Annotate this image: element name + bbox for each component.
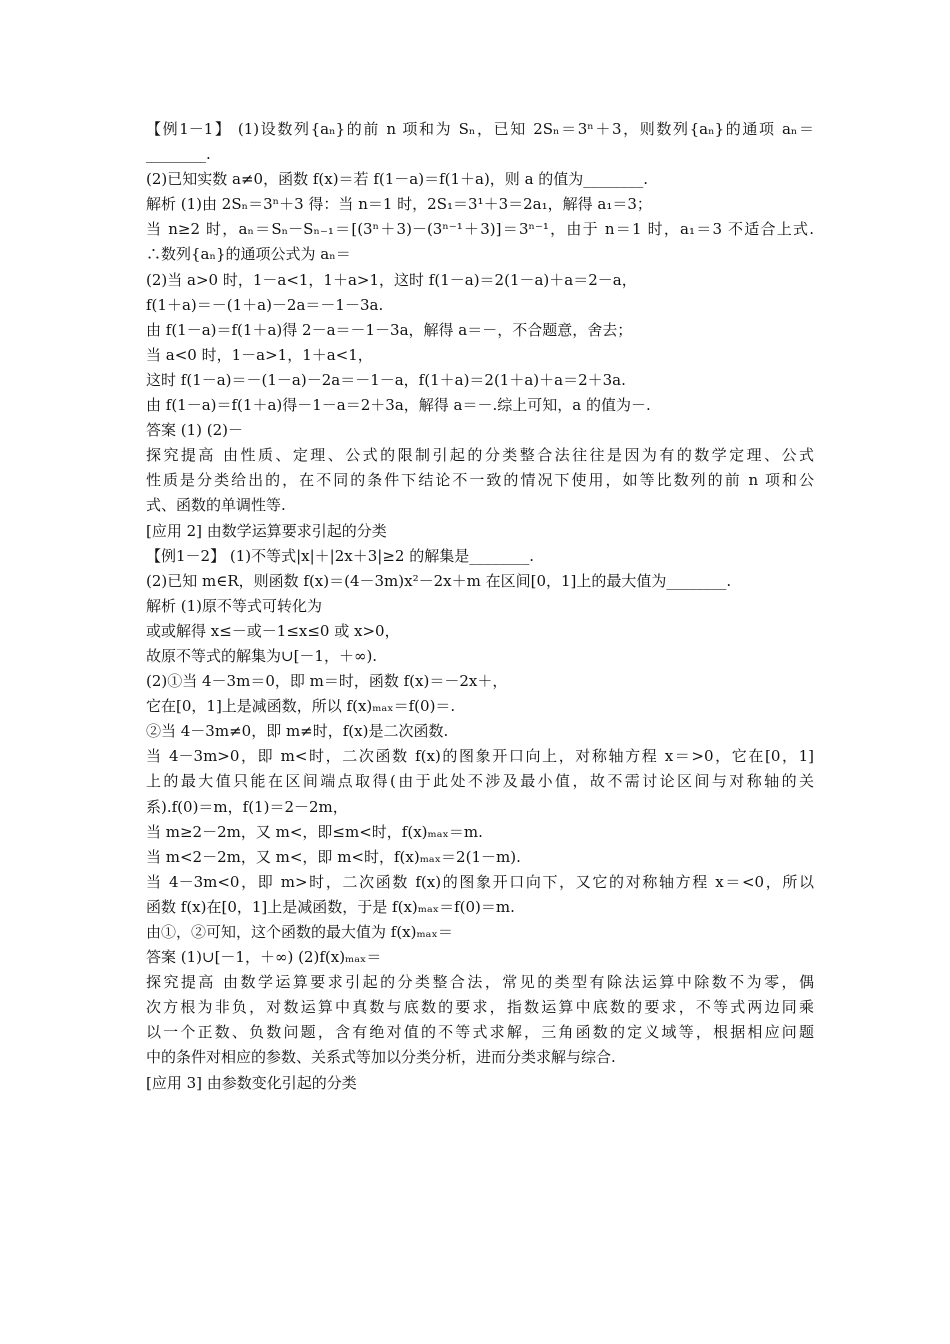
solution2-line-5: 它在[0，1]上是减函数，所以 f(x)ₘₐₓ＝f(0)＝. (146, 697, 456, 716)
example-1-2-part-2: (2)已知 m∈R，则函数 f(x)＝(4－3m)x²－2x＋m 在区间[0，1]上的最大值为________. (146, 571, 732, 590)
solution2-line-6: ②当 4－3m≠0，即 m≠时，f(x)是二次函数. (146, 722, 449, 741)
insight2-line-2: 次方根为非负，对数运算中真数与底数的要求，指数运算中底数的要求，不等式两边同乘 (146, 998, 814, 1017)
example-1-1-part-2: (2)已知实数 a≠0，函数 f(x)＝若 f(1－a)＝f(1＋a)，则 a 的值为________. (146, 170, 649, 189)
section-heading-application-3: [应用 3] 由参数变化引起的分类 (146, 1073, 357, 1092)
example-1-1-line-2: ________. (146, 145, 211, 164)
example-1-2-part-1: 【例1－2】 (1)不等式|x|＋|2x＋3|≥2 的解集是________. (146, 546, 534, 565)
solution2-line-1: 解析 (1)原不等式可转化为 (146, 596, 323, 615)
answer-line-2: 答案 (1)∪[－1，＋∞) (2)f(x)ₘₐₓ＝ (146, 948, 382, 967)
solution2-line-12: 当 4－3m<0，即 m>时，二次函数 f(x)的图象开口向下，又它的对称轴方程 x＝<0，所以 (146, 872, 814, 891)
solution-line-6: 由 f(1－a)＝f(1＋a)得 2－a＝－1－3a，解得 a＝－，不合题意，舍去； (146, 320, 633, 339)
insight2-line-4: 中的条件对相应的参数、关系式等加以分类分析，进而分类求解与综合. (146, 1048, 616, 1067)
solution2-line-11: 当 m<2－2m，又 m<，即 m<时，f(x)ₘₐₓ＝2(1－m). (146, 847, 521, 866)
insight-line-2: 性质是分类给出的，在不同的条件下结论不一致的情况下使用，如等比数列的前 n 项和公 (146, 471, 814, 490)
answer-line-1: 答案 (1) (2)－ (146, 421, 244, 440)
solution2-line-4: (2)①当 4－3m＝0，即 m＝时，函数 f(x)＝－2x＋， (146, 672, 508, 691)
solution-line-7: 当 a<0 时，1－a>1，1＋a<1， (146, 345, 373, 364)
solution2-line-10: 当 m≥2－2m，又 m<，即≤m<时，f(x)ₘₐₓ＝m. (146, 822, 483, 841)
solution2-line-13: 函数 f(x)在[0，1]上是减函数，于是 f(x)ₘₐₓ＝f(0)＝m. (146, 897, 515, 916)
insight2-line-1: 探究提高 由数学运算要求引起的分类整合法，常见的类型有除法运算中除数不为零，偶 (146, 973, 814, 992)
insight-line-1: 探究提高 由性质、定理、公式的限制引起的分类整合法往往是因为有的数学定理、公式 (146, 446, 814, 465)
solution2-line-3: 故原不等式的解集为∪[－1，＋∞). (146, 646, 378, 665)
solution2-line-14: 由①，②可知，这个函数的最大值为 f(x)ₘₐₓ＝ (146, 923, 453, 941)
section-heading-application-2: [应用 2] 由数学运算要求引起的分类 (146, 521, 387, 540)
solution2-line-2: 或或解得 x≤－或－1≤x≤0 或 x>0， (146, 621, 400, 640)
solution-line-5: f(1＋a)＝－(1＋a)－2a＝－1－3a. (146, 295, 384, 314)
solution-line-2: 当 n≥2 时，aₙ＝Sₙ－Sₙ₋₁＝[(3ⁿ＋3)－(3ⁿ⁻¹＋3)]＝3ⁿ⁻¹，由于 n＝1 时，a₁＝3 不适合上式. (146, 220, 814, 239)
solution2-line-7: 当 4－3m>0，即 m<时，二次函数 f(x)的图象开口向上，对称轴方程 x＝>0，它在[0，1] (146, 747, 814, 766)
solution-line-4: (2)当 a>0 时，1－a<1，1＋a>1，这时 f(1－a)＝2(1－a)＋a＝2－a， (146, 270, 637, 289)
example-1-1-line-1: 【例1－1】 (1)设数列{aₙ}的前 n 项和为 Sₙ，已知 2Sₙ＝3ⁿ＋3，则数列{aₙ}的通项 aₙ＝ (146, 120, 814, 138)
document-page (146, 117, 814, 1096)
solution-line-9: 由 f(1－a)＝f(1＋a)得－1－a＝2＋3a，解得 a＝－.综上可知，a 的值为－. (146, 396, 651, 415)
insight-line-3: 式、函数的单调性等. (146, 496, 286, 515)
solution-line-3: ∴数列{aₙ}的通项公式为 aₙ＝ (146, 245, 351, 264)
solution2-line-9: 系).f(0)＝m，f(1)＝2－2m， (146, 797, 348, 816)
insight2-line-3: 以一个正数、负数问题，含有绝对值的不等式求解，三角函数的定义域等，根据相应问题 (146, 1023, 814, 1042)
solution-line-8: 这时 f(1－a)＝－(1－a)－2a＝－1－a，f(1＋a)＝2(1＋a)＋a＝2＋3a. (146, 370, 626, 389)
solution2-line-8: 上的最大值只能在区间端点取得(由于此处不涉及最小值，故不需讨论区间与对称轴的关 (146, 772, 814, 791)
solution-line-1: 解析 (1)由 2Sₙ＝3ⁿ＋3 得：当 n＝1 时，2S₁＝3¹＋3＝2a₁，解得 a₁＝3； (146, 195, 652, 214)
